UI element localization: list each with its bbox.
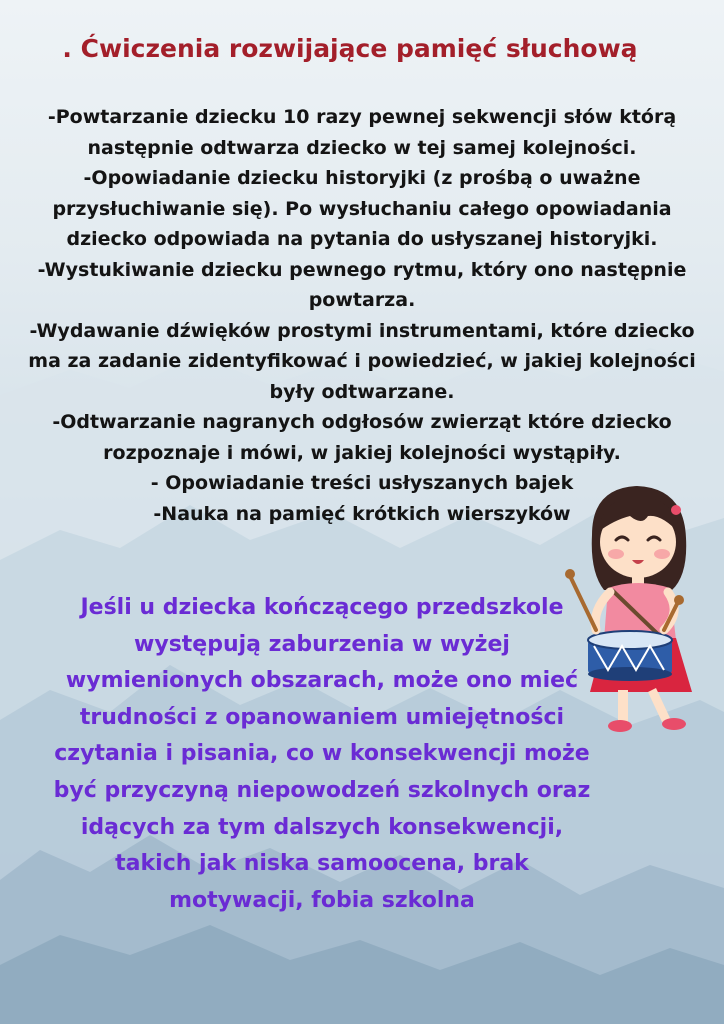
warning-paragraph: Jeśli u dziecka kończącego przedszkole występują zaburzenia w wyżej wymienionych obszarach, może ono mieć trudności z opanowaniem umiejętności czytania i pisania, co w konsekwencji może być przyczyną niepowodzeń szkolnych oraz idących za tym dalszych konsekwencji, takich jak niska samoocena, brak motywacji, fobia szkolna [53, 595, 591, 913]
drumstick [570, 576, 596, 630]
shoe [662, 718, 686, 730]
exercise-list [18, 102, 706, 529]
exercise-item: -Wystukiwanie dziecku pewnego rytmu, który ono następnie powtarza. [37, 258, 687, 311]
shoe [608, 720, 632, 732]
leg [648, 688, 670, 722]
drum-top [588, 631, 672, 649]
leg [618, 690, 628, 724]
exercise-item: -Odtwarzanie nagranych odgłosów zwierząt które dziecko rozpoznaje i mówi, w jakiej kolejności wystąpiły. [52, 411, 672, 464]
hair-clip [671, 505, 681, 515]
cheek [654, 549, 670, 559]
exercise-item: -Wydawanie dźwięków prostymi instrumentami, które dziecko ma za zadanie zidentyfikować i powiedzieć, w jakiej kolejności były odtwarzane. [28, 319, 696, 403]
girl-with-drum-illustration [552, 480, 720, 736]
page-title: . Ćwiczenia rozwijające pamięć słuchową [62, 34, 638, 63]
exercise-item: -Powtarzanie dziecku 10 razy pewnej sekwencji słów którą następnie odtwarza dziecko w tej samej kolejności. [47, 106, 677, 159]
exercise-item: -Nauka na pamięć krótkich wierszyków [153, 502, 571, 525]
exercise-item: -Opowiadanie dziecku historyjki (z prośbą o uważne przysłuchiwanie się). Po wysłuchaniu całego opowiadania dziecko odpowiada na pytania do usłyszanej historyjki. [52, 167, 672, 250]
drumstick-tip [674, 595, 684, 605]
drum-bottom [588, 667, 672, 681]
drumstick-tip [565, 569, 575, 579]
exercise-item: - Opowiadanie treści usłyszanych bajek [150, 472, 574, 494]
cheek [608, 549, 624, 559]
